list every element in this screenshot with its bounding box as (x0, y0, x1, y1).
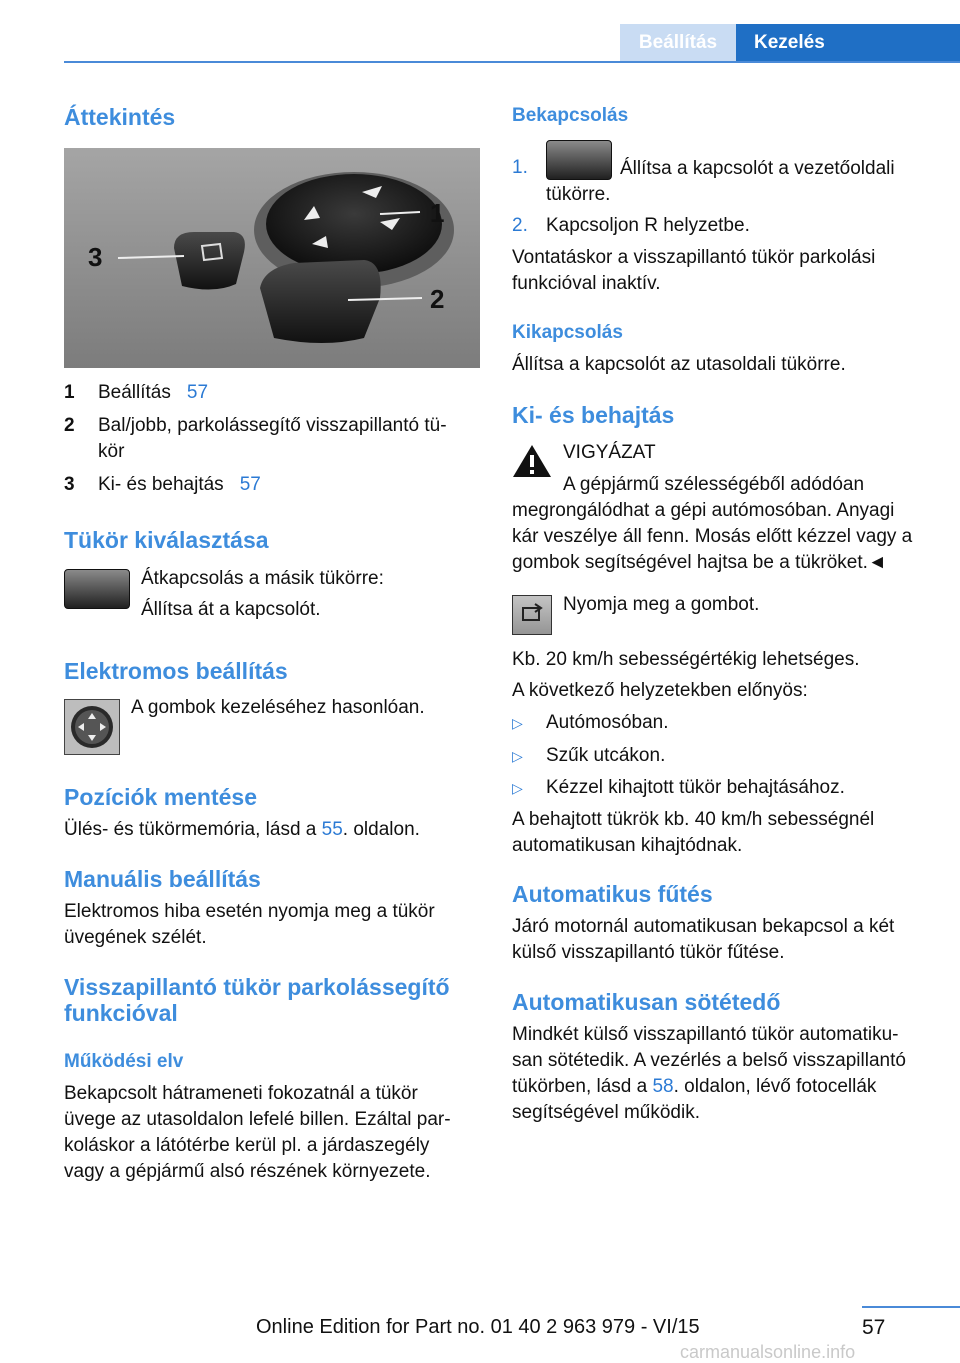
triangle-bullet-icon: ▷ (512, 748, 523, 764)
principle-title: Működési elv (64, 1051, 184, 1072)
off-title: Kikapcsolás (512, 322, 623, 343)
figure-label-2: 2 (430, 284, 445, 314)
advantage-text: A következő helyzetekben előnyös: (512, 680, 808, 701)
footer-rule (862, 1306, 960, 1308)
dimming-line-2: san sötétedik. A vezérlés a belső visszapillantó (512, 1050, 906, 1071)
step-item (512, 213, 750, 239)
dimming-line-1: Mindkét külső visszapillantó tükör automatiku- (512, 1024, 899, 1045)
page-link[interactable]: 55 (321, 819, 343, 840)
figure-legend (64, 380, 482, 498)
legend-text-line: kör (98, 441, 125, 462)
direction-pad-graphic (65, 700, 119, 754)
list-item-text: Autómosóban. (546, 712, 669, 733)
dimming-line-4: segítségével működik. (512, 1102, 700, 1123)
legend-text (98, 413, 447, 465)
figure-label-3: 3 (88, 242, 103, 272)
header-rule (64, 61, 960, 63)
overview-title: Áttekintés (64, 104, 176, 130)
step-number: 1. (512, 157, 528, 178)
principle-line: Bekapcsolt hátrameneti fokozatnál a tükör (64, 1083, 418, 1104)
list-item-text: Szűk utcákon. (546, 745, 666, 766)
folded-line-2: automatikusan kihajtódnak. (512, 835, 743, 856)
legend-item (64, 380, 482, 406)
step-item (512, 155, 546, 181)
manual-adjust-title: Manuális beállítás (64, 866, 261, 892)
manual-adjust-line-2: üvegének szélét. (64, 927, 207, 948)
towing-line-1: Vontatáskor a visszapillantó tükör parkolási (512, 247, 876, 268)
legend-number: 1 (64, 382, 75, 403)
mirror-control-figure (64, 148, 480, 368)
warning-icon (511, 443, 553, 479)
triangle-bullet-icon: ▷ (512, 780, 523, 796)
mirror-select-title: Tükör kiválasztása (64, 527, 269, 553)
left-column (64, 100, 482, 498)
positions-text-pre: Ülés- és tükörmemória, lásd a (64, 819, 322, 840)
mirror-select-line-1: Átkapcsolás a másik tükörre: (141, 568, 384, 589)
page-link[interactable]: 57 (186, 382, 209, 403)
step-text: Kapcsoljon R helyzetbe. (546, 215, 750, 236)
folded-line-1: A behajtott tükrök kb. 40 km/h sebességnél (512, 809, 875, 830)
triangle-bullet-icon: ▷ (512, 715, 523, 731)
page-header (0, 24, 960, 62)
legend-number: 3 (64, 474, 75, 495)
page-link[interactable]: 58 (652, 1076, 674, 1097)
heating-title: Automatikus fűtés (512, 881, 713, 907)
electric-adjust-text: A gombok kezeléséhez hasonlóan. (131, 697, 425, 718)
dimming-line-3 (512, 1074, 876, 1100)
rocker-switch-icon (546, 140, 612, 180)
fold-title: Ki- és behajtás (512, 402, 675, 428)
page-link[interactable]: 57 (239, 474, 261, 495)
positions-text (64, 817, 420, 843)
caution-line: A gépjármű szélességéből adódóan (563, 474, 865, 495)
list-item (512, 775, 845, 801)
principle-line: vagy a gépjármű alsó részének környezete. (64, 1161, 431, 1182)
speed-text: Kb. 20 km/h sebességértékig lehetséges. (512, 649, 860, 670)
legend-number: 2 (64, 415, 75, 436)
off-text: Állítsa a kapcsolót az utasoldali tükörre. (512, 354, 846, 375)
legend-item (64, 413, 482, 465)
tab-kezeles[interactable]: Kezelés (736, 24, 960, 61)
on-title: Bekapcsolás (512, 105, 629, 126)
manual-adjust-line-1: Elektromos hiba esetén nyomja meg a tükör (64, 901, 435, 922)
principle-line: koláskor a látótérbe kerül pl. a járdaszegély (64, 1135, 430, 1156)
principle-line: üvege az utasoldalon lefelé billen. Ezáltal par- (64, 1109, 451, 1130)
page-number: 57 (862, 1316, 886, 1339)
list-item (512, 743, 665, 769)
step-text: Állítsa a kapcsolót a vezetőoldali (620, 158, 895, 179)
list-item-text: Kézzel kihajtott tükör behajtásához. (546, 777, 845, 798)
heating-line-2: külső visszapillantó tükör fűtése. (512, 942, 785, 963)
step-number: 2. (512, 215, 528, 236)
legend-item (64, 472, 482, 498)
step-text-cont: tükörre. (546, 184, 611, 205)
parking-title-line-2: funkcióval (64, 1000, 178, 1026)
parking-title-line-1: Visszapillantó tükör parkolássegítő (64, 974, 450, 1000)
direction-pad-icon (64, 699, 120, 755)
figure-label-1: 1 (430, 198, 445, 228)
mirror-select-line-2: Állítsa át a kapcsolót. (141, 599, 321, 620)
rocker-switch-icon (64, 569, 130, 609)
dimming-title: Automatikusan sötétedő (512, 989, 781, 1015)
dimming-line-3-pre: tükörben, lásd a (512, 1076, 653, 1097)
edition-text: Online Edition for Part no. 01 40 2 963 979 - VI/15 (256, 1316, 700, 1338)
towing-line-2: funkcióval inaktív. (512, 273, 661, 294)
positions-title: Pozíciók mentése (64, 784, 258, 810)
legend-text: Beállítás (98, 382, 171, 403)
press-text: Nyomja meg a gombot. (563, 594, 760, 615)
mirror-fold-button-icon (512, 595, 552, 635)
list-item (512, 710, 669, 736)
legend-text: Ki- és behajtás (98, 474, 224, 495)
mirror-control-illustration (64, 148, 480, 368)
caution-line: megrongálódhat a gépi autómosóban. Anyagi (512, 500, 895, 521)
legend-text-line: Bal/jobb, parkolássegítő visszapillantó tü- (98, 415, 447, 436)
watermark: carmanualsonline.info (680, 1342, 856, 1362)
caution-label: VIGYÁZAT (563, 442, 656, 463)
fold-glyph (513, 596, 551, 634)
caution-line: kár veszélye áll fenn. Mosás előtt kézzel vagy a (512, 526, 913, 547)
caution-line: gombok segítségével hajtsa be a tükröket.◄ (512, 552, 887, 573)
positions-text-post: . oldalon. (342, 819, 420, 840)
electric-adjust-title: Elektromos beállítás (64, 658, 288, 684)
tab-settings[interactable]: Beállítás (620, 24, 736, 61)
dimming-line-3-post: . oldalon, lévő fotocellák (673, 1076, 877, 1097)
heating-line-1: Járó motornál automatikusan bekapcsol a két (512, 916, 895, 937)
